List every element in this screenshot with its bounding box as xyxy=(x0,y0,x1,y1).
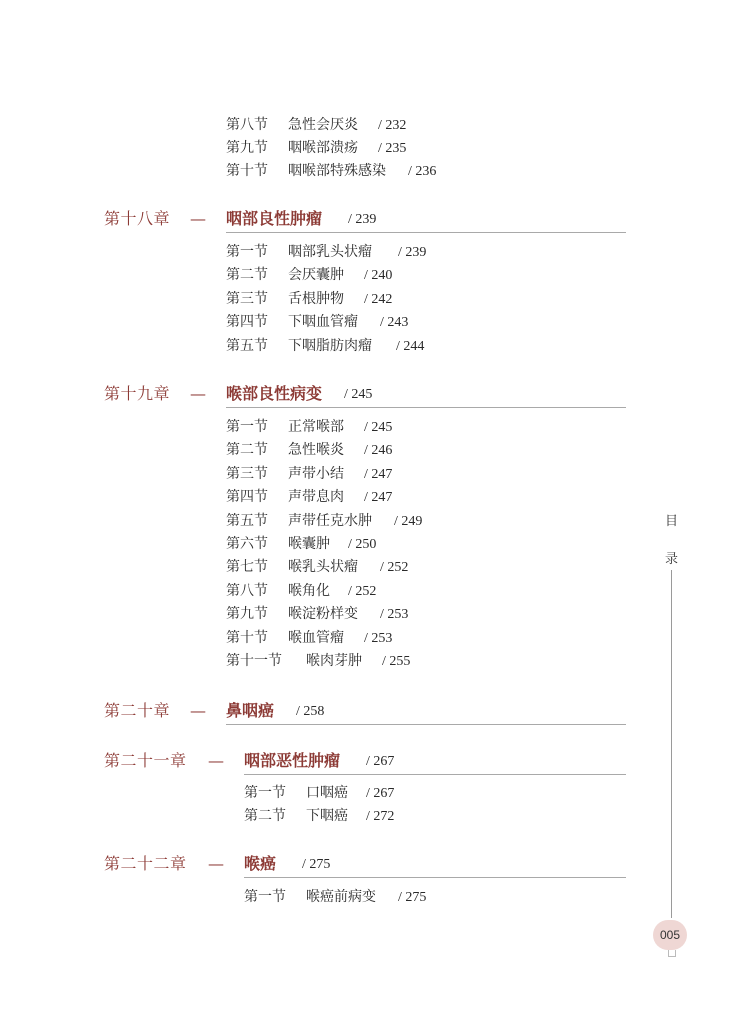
section-title: 喉角化 xyxy=(288,583,330,599)
toc-section-entry[interactable] xyxy=(226,652,410,671)
section-title: 正常喉部 xyxy=(288,419,344,435)
chapter-page: / 245 xyxy=(344,387,373,402)
toc-section-entry[interactable] xyxy=(226,605,408,624)
chapter-title: 咽部恶性肿瘤 xyxy=(244,751,341,770)
chapter-rule xyxy=(226,724,626,725)
chapter-number: 第二十章 xyxy=(104,701,171,720)
section-page: / 267 xyxy=(366,786,395,801)
section-number: 第一节 xyxy=(226,244,268,260)
section-title: 喉乳头状瘤 xyxy=(288,559,358,575)
section-page: / 250 xyxy=(348,537,377,552)
section-page: / 253 xyxy=(380,607,409,622)
toc-section-entry[interactable] xyxy=(226,512,422,531)
section-page: / 252 xyxy=(380,560,409,575)
section-page: / 272 xyxy=(366,809,395,824)
side-label-mu: 目 xyxy=(665,514,679,529)
section-page: / 252 xyxy=(348,584,377,599)
section-title: 喉肉芽肿 xyxy=(306,653,362,669)
chapter-number: 第十八章 xyxy=(104,209,171,228)
section-title: 声带任克水肿 xyxy=(288,513,372,529)
section-page: / 242 xyxy=(364,292,393,307)
section-title: 喉癌前病变 xyxy=(306,889,376,905)
section-title: 下咽癌 xyxy=(306,808,348,824)
chapter-title: 咽部良性肿瘤 xyxy=(226,209,323,228)
section-page: / 236 xyxy=(408,164,437,179)
chapter-page: / 275 xyxy=(302,857,331,872)
page-number-badge: 005 xyxy=(653,920,687,950)
section-number: 第一节 xyxy=(226,419,268,435)
section-number: 第九节 xyxy=(226,140,268,156)
toc-section-entry[interactable] xyxy=(226,441,392,460)
section-number: 第十节 xyxy=(226,630,268,646)
toc-section-entry[interactable] xyxy=(226,139,406,158)
section-page: / 235 xyxy=(378,141,407,156)
section-title: 喉淀粉样变 xyxy=(288,606,358,622)
toc-section-entry[interactable] xyxy=(226,243,426,262)
section-title: 舌根肿物 xyxy=(288,291,344,307)
section-number: 第十节 xyxy=(226,163,268,179)
section-number: 第四节 xyxy=(226,314,268,330)
section-page: / 245 xyxy=(364,420,393,435)
toc-section-entry[interactable] xyxy=(226,535,376,554)
section-number: 第八节 xyxy=(226,117,268,133)
section-number: 第五节 xyxy=(226,513,268,529)
chapter-title: 鼻咽癌 xyxy=(226,701,275,720)
toc-section-entry[interactable] xyxy=(226,465,392,484)
section-number: 第二节 xyxy=(226,442,268,458)
section-number: 第三节 xyxy=(226,466,268,482)
section-number: 第七节 xyxy=(226,559,268,575)
section-title: 下咽脂肪肉瘤 xyxy=(288,338,372,354)
toc-section-entry[interactable] xyxy=(244,888,426,907)
side-label-lu: 录 xyxy=(665,552,679,567)
chapter-number: 第二十二章 xyxy=(104,854,187,873)
page-badge-tick xyxy=(668,950,676,957)
side-vertical-rule xyxy=(671,570,672,918)
toc-chapter-22[interactable] xyxy=(104,853,626,879)
section-number: 第八节 xyxy=(226,583,268,599)
chapter-dash: — xyxy=(190,384,206,403)
section-page: / 249 xyxy=(394,514,423,529)
toc-section-entry[interactable] xyxy=(226,162,436,181)
section-title: 下咽血管瘤 xyxy=(288,314,358,330)
section-page: / 247 xyxy=(364,467,393,482)
section-title: 咽喉部特殊感染 xyxy=(288,163,386,179)
section-page: / 243 xyxy=(380,315,409,330)
section-number: 第六节 xyxy=(226,536,268,552)
section-page: / 253 xyxy=(364,631,393,646)
section-page: / 255 xyxy=(382,654,411,669)
toc-chapter-20[interactable] xyxy=(104,700,626,726)
section-page: / 247 xyxy=(364,490,393,505)
toc-section-entry[interactable] xyxy=(226,558,408,577)
toc-section-entry[interactable] xyxy=(226,313,408,332)
chapter-dash: — xyxy=(190,701,206,720)
chapter-rule xyxy=(244,877,626,878)
section-number: 第一节 xyxy=(244,785,286,801)
section-page: / 275 xyxy=(398,890,427,905)
toc-section-entry[interactable] xyxy=(226,629,392,648)
toc-section-entry[interactable] xyxy=(226,582,376,601)
chapter-dash: — xyxy=(208,854,224,873)
section-title: 急性喉炎 xyxy=(288,442,344,458)
toc-chapter-19[interactable] xyxy=(104,383,626,409)
section-title: 咽喉部溃疡 xyxy=(288,140,358,156)
toc-section-entry[interactable] xyxy=(226,418,392,437)
chapter-dash: — xyxy=(190,209,206,228)
section-title: 喉囊肿 xyxy=(288,536,330,552)
section-number: 第三节 xyxy=(226,291,268,307)
section-number: 第四节 xyxy=(226,489,268,505)
section-title: 口咽癌 xyxy=(306,785,348,801)
section-number: 第五节 xyxy=(226,338,268,354)
section-number: 第十一节 xyxy=(226,653,282,669)
chapter-rule xyxy=(226,232,626,233)
chapter-number: 第二十一章 xyxy=(104,751,187,770)
chapter-page: / 267 xyxy=(366,754,395,769)
section-page: / 232 xyxy=(378,118,407,133)
chapter-rule xyxy=(226,407,626,408)
toc-section-entry[interactable] xyxy=(226,290,392,309)
chapter-number: 第十九章 xyxy=(104,384,171,403)
chapter-page: / 258 xyxy=(296,704,325,719)
chapter-title: 喉部良性病变 xyxy=(226,384,323,403)
section-title: 急性会厌炎 xyxy=(288,117,358,133)
section-page: / 239 xyxy=(398,245,427,260)
section-title: 会厌囊肿 xyxy=(288,267,344,283)
toc-section-entry[interactable] xyxy=(244,784,394,803)
section-number: 第九节 xyxy=(226,606,268,622)
section-number: 第二节 xyxy=(226,267,268,283)
chapter-rule xyxy=(244,774,626,775)
toc-section-entry[interactable] xyxy=(226,337,424,356)
toc-chapter-21[interactable] xyxy=(104,750,626,776)
chapter-dash: — xyxy=(208,751,224,770)
chapter-title: 喉癌 xyxy=(244,854,277,873)
section-title: 声带息肉 xyxy=(288,489,344,505)
section-page: / 246 xyxy=(364,443,393,458)
section-title: 咽部乳头状瘤 xyxy=(288,244,372,260)
toc-section-entry[interactable] xyxy=(244,807,394,826)
toc-section-entry[interactable] xyxy=(226,116,406,135)
toc-section-entry[interactable] xyxy=(226,266,392,285)
section-number: 第二节 xyxy=(244,808,286,824)
section-page: / 244 xyxy=(396,339,425,354)
section-title: 喉血管瘤 xyxy=(288,630,344,646)
toc-section-entry[interactable] xyxy=(226,488,392,507)
toc-chapter-18[interactable] xyxy=(104,208,626,234)
section-number: 第一节 xyxy=(244,889,286,905)
section-page: / 240 xyxy=(364,268,393,283)
section-title: 声带小结 xyxy=(288,466,344,482)
chapter-page: / 239 xyxy=(348,212,377,227)
